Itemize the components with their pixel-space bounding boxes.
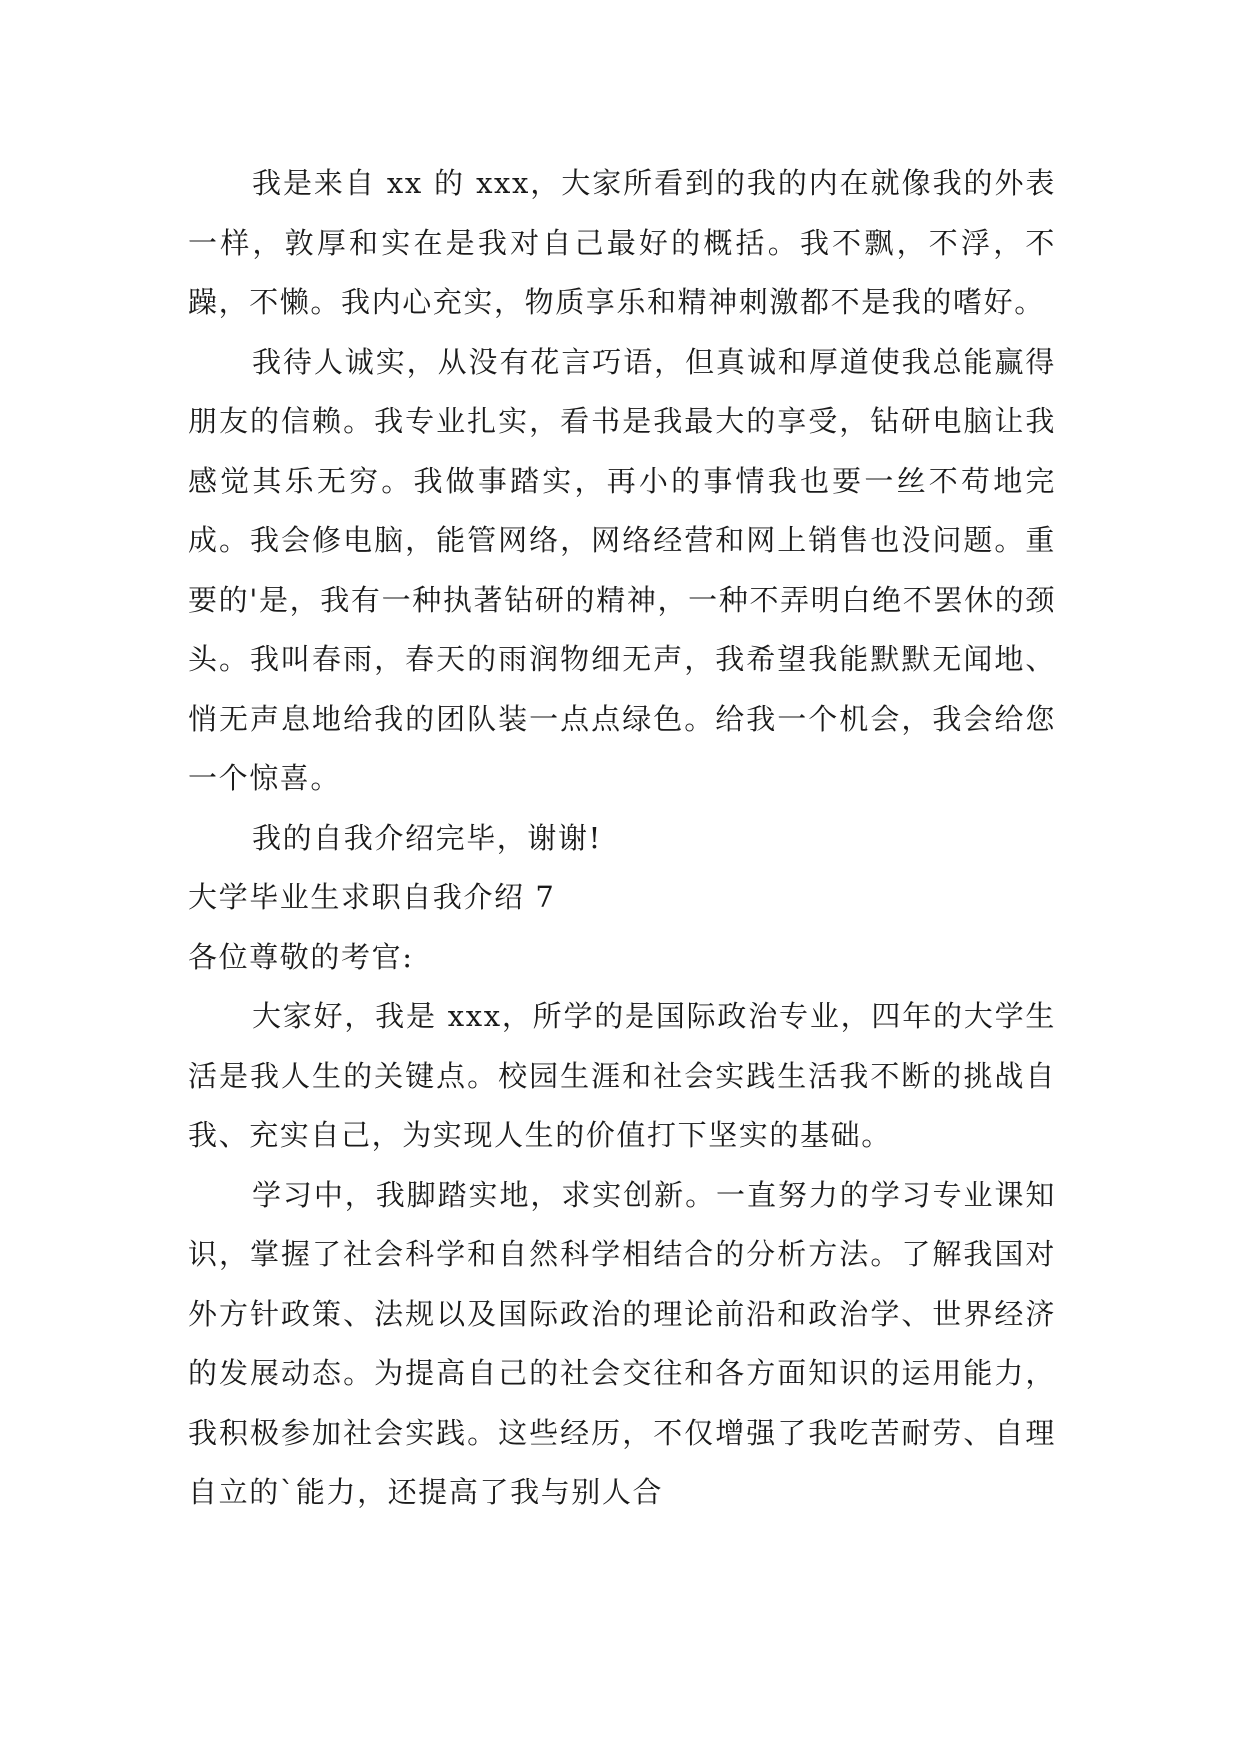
paragraph-closing-thanks: 我的自我介绍完毕，谢谢! [252,820,602,855]
paragraph-self-description: 我是来自 xx 的 xxx，大家所看到的我的内在就像我的外表一样，敦厚和实在是我对自己最好的概括。我不飘，不浮，不躁，不懒。我内心充实，物质享乐和精神刺激都不是我的嗜好。 [188,166,1056,319]
paragraph-salutation: 各位尊敬的考官: [188,939,414,974]
paragraph-study-experience: 学习中，我脚踏实地，求实创新。一直努力的学习专业课知识，掌握了社会科学和自然科学相结合的分析方法。了解我国对外方针政策、法规以及国际政治的理论前沿和政治学、世界经济的发展动态。为提高自己的社会交往和各方面知识的运用能力，我积极参加社会实践。这些经历，不仅增强了我吃苦耐劳、自理自立的`能力，还提高了我与别人合 [188,1177,1056,1509]
paragraph-introduction: 大家好，我是 xxx，所学的是国际政治专业，四年的大学生活是我人生的关键点。校园生涯和社会实践生活我不断的挑战自我、充实自己，为实现人生的价值打下坚实的基础。 [188,999,1056,1152]
section-heading: 大学毕业生求职自我介绍 7 [188,880,556,914]
document-page [188,154,1056,1523]
paragraph-character-skills: 我待人诚实，从没有花言巧语，但真诚和厚道使我总能赢得朋友的信赖。我专业扎实，看书是我最大的享受，钻研电脑让我感觉其乐无穷。我做事踏实，再小的事情我也要一丝不苟地完成。我会修电脑，能管网络，网络经营和网上销售也没问题。重要的'是，我有一种执著钻研的精神，一种不弄明白绝不罢休的颈头。我叫春雨，春天的雨润物细无声，我希望我能默默无闻地、悄无声息地给我的团队装一点点绿色。给我一个机会，我会给您一个惊喜。 [188,344,1056,795]
